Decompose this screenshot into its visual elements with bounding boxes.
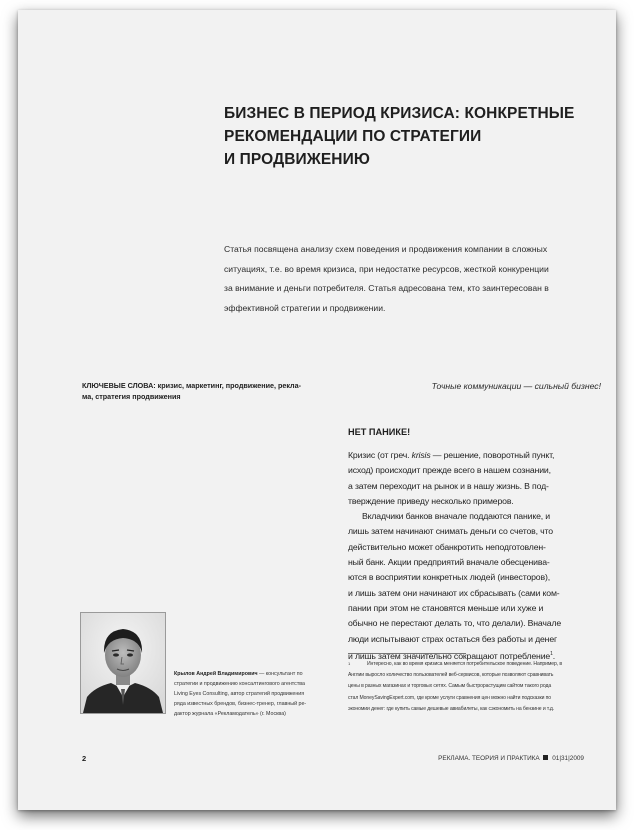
footnote-line: Интересно, как во время кризиса меняется потребительское поведение. Например, в: [367, 661, 562, 667]
footnote: [348, 659, 604, 715]
article-body: [348, 448, 604, 664]
author-line: [174, 669, 349, 679]
greek-term: krisis: [411, 450, 431, 460]
journal-name: РЕКЛАМА. ТЕОРИЯ И ПРАКТИКА: [438, 755, 540, 762]
author-line: Living Eyes Consulting, автор стратегий продвижения: [174, 691, 305, 698]
footnote-line: экономии денег: где купить самые дешевые авиабилеты, как сэкономить на бензине и т.д.: [348, 705, 555, 712]
page-sheet: [18, 10, 616, 810]
author-name: Крылов Андрей Владимирович: [174, 671, 258, 677]
body-line: обычно не перестают делать то, что делали). Вначале: [348, 618, 562, 629]
keywords-line: ма, стратегия продвижения: [82, 391, 181, 401]
body-line: и лишь затем они начинают их сбрасывать (сами ком-: [348, 587, 560, 598]
author-line: ряда известных брендов, бизнес-тренер, главный ре-: [174, 701, 307, 708]
epigraph: Точные коммуникации — сильный бизнес!: [431, 381, 601, 391]
body-text: .: [552, 650, 555, 661]
footnote-line: цены в разных магазинах и торговых сетях. Самым быстрорастущим сайтом такого рода: [348, 683, 552, 690]
body-text: — решение, поворотный пункт,: [430, 450, 555, 460]
section-heading: НЕТ ПАНИКЕ!: [348, 427, 411, 437]
author-portrait: [81, 613, 165, 713]
footnote-divider: [348, 653, 466, 654]
body-line: люди испытывают страх остаться без работы и денег: [348, 633, 558, 644]
footnote-number: 1: [348, 661, 351, 666]
body-text: и лишь затем значительно сокращают потребление: [348, 650, 551, 661]
author-line: дактор журнала «Рекламодатель» (г. Москва): [174, 711, 286, 718]
body-line: лишь затем начинают снимать деньги со счетов, что: [348, 526, 553, 537]
author-text: — консультант по: [257, 671, 303, 677]
body-line: тверждение приведу несколько примеров.: [348, 495, 514, 506]
body-line: Вкладчики банков вначале поддаются панике, и: [362, 511, 550, 522]
body-line: действительно может обанкротить неподготовлен-: [348, 541, 546, 552]
keywords-line: КЛЮЧЕВЫЕ СЛОВА: кризис, маркетинг, продвижение, рекла-: [82, 381, 302, 390]
body-line: ный банк. Акции предприятий вначале обесценива-: [348, 557, 550, 568]
square-bullet-icon: [543, 755, 548, 760]
body-line: [348, 448, 604, 463]
author-photo: [80, 612, 166, 714]
body-line: исход) происходит прежде всего в нашем сознании,: [348, 465, 551, 476]
body-line: пании при этом не становятся меньше или хуже и: [348, 602, 544, 613]
body-text: Кризис (от греч.: [348, 450, 412, 460]
lead-line: эффективной стратегии и продвижении.: [224, 302, 386, 313]
title-line: БИЗНЕС В ПЕРИОД КРИЗИСА: КОНКРЕТНЫЕ: [224, 105, 575, 122]
footnote-line: стал MoneySavingExpert.com, где кроме услуги сравнения цен можно найти подсказки по: [348, 694, 552, 701]
author-line: стратегии и продвижению консалтингового агентства: [174, 681, 305, 688]
lead-line: Статья посвящена анализу схем поведения и продвижения компании в сложных: [224, 244, 548, 254]
author-info: [174, 669, 349, 719]
title-line: И ПРОДВИЖЕНИЮ: [224, 151, 370, 168]
keywords: [82, 381, 344, 402]
body-line: ются в восприятии конкретных людей (инвесторов),: [348, 572, 550, 583]
article-lead: [224, 240, 604, 318]
footnote-line: Англии выросло количество пользователей веб-сервисов, которые позволяют сравнивать: [348, 672, 554, 679]
issue-number: 01|31|2009: [552, 755, 584, 762]
running-footer: [438, 755, 584, 762]
body-line: а затем переходит на рынок и в нашу жизнь. В под-: [348, 480, 549, 491]
lead-line: за внимание и деньги потребителя. Статья адресована тем, кто заинтересован в: [224, 283, 549, 294]
title-line: РЕКОМЕНДАЦИИ ПО СТРАТЕГИИ: [224, 128, 482, 145]
article-title: [224, 102, 604, 171]
footnote-ref[interactable]: 1: [550, 650, 553, 657]
lead-line: ситуациях, т.е. во время кризиса, при недостатке ресурсов, жесткой конкуренции: [224, 263, 549, 274]
page-number: 2: [82, 754, 87, 763]
